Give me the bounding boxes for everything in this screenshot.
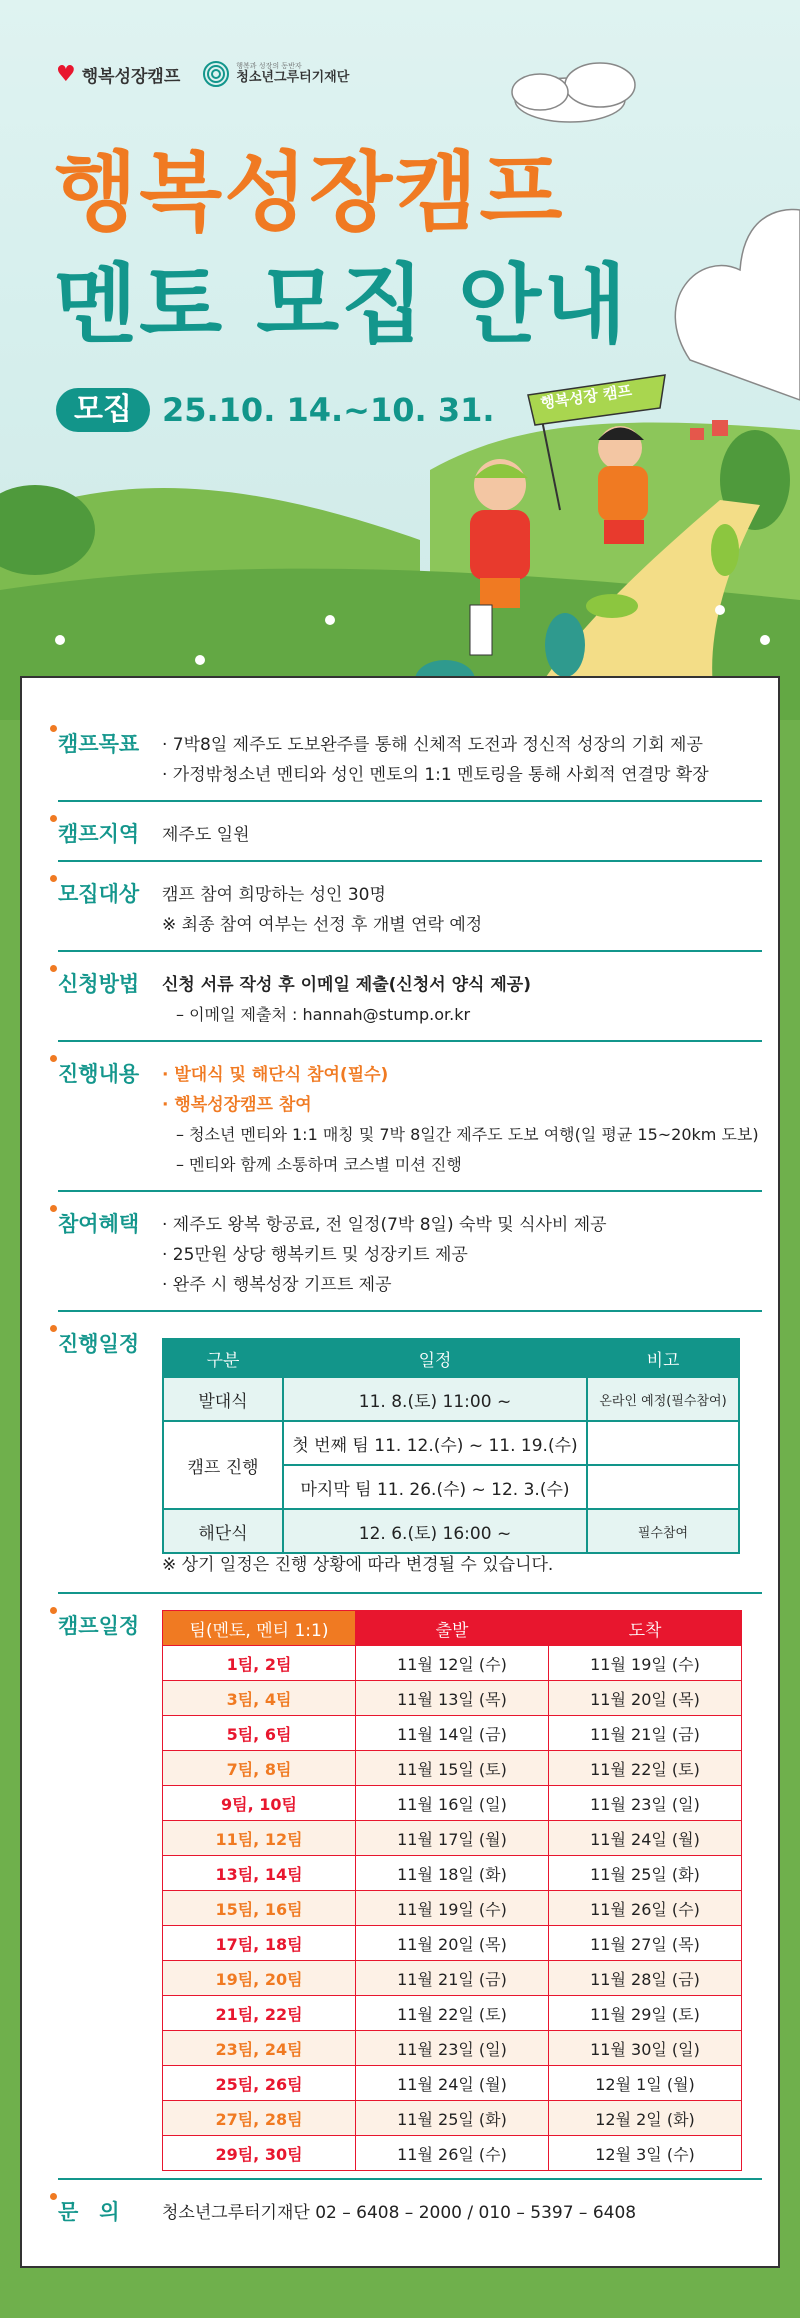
camp-cell-team: 23팀, 24팀 bbox=[163, 2031, 356, 2066]
cell: 첫 번째 팀 11. 12.(수) ~ 11. 19.(수) bbox=[283, 1421, 587, 1465]
divider bbox=[58, 2178, 762, 2180]
camp-cell-team: 21팀, 22팀 bbox=[163, 1996, 356, 2031]
content-sub: – 청소년 멘티와 1:1 매칭 및 7박 8일간 제주도 도보 여행(일 평균 15~20km 도보) bbox=[176, 1125, 759, 1144]
section-label: 신청방법 bbox=[58, 968, 139, 998]
camp-cell-depart: 11월 24일 (월) bbox=[356, 2066, 549, 2101]
camp-cell-team: 7팀, 8팀 bbox=[163, 1751, 356, 1786]
cell: 12. 6.(토) 16:00 ~ bbox=[283, 1509, 587, 1553]
camp-cell-arrive: 11월 30일 (일) bbox=[549, 2031, 742, 2066]
section-label: 문 의 bbox=[58, 2196, 120, 2226]
cell: 발대식 bbox=[163, 1377, 283, 1421]
section-label: 진행내용 bbox=[58, 1058, 139, 1088]
section-camp bbox=[58, 1610, 762, 2180]
table-row bbox=[163, 1716, 742, 1751]
camp-cell-team: 19팀, 20팀 bbox=[163, 1961, 356, 1996]
camp-cell-arrive: 12월 2일 (화) bbox=[549, 2101, 742, 2136]
apply-main: 신청 서류 작성 후 이메일 제출(신청서 양식 제공) bbox=[162, 975, 531, 995]
camp-cell-arrive: 11월 28일 (금) bbox=[549, 1961, 742, 1996]
section-apply bbox=[58, 968, 762, 1028]
camp-cell-team: 25팀, 26팀 bbox=[163, 2066, 356, 2101]
camp-cell-depart: 11월 17일 (월) bbox=[356, 1821, 549, 1856]
camp-cell-depart: 11월 22일 (토) bbox=[356, 1996, 549, 2031]
progress-note: ※ 상기 일정은 진행 상황에 따라 변경될 수 있습니다. bbox=[162, 1555, 554, 1575]
cell: 캠프 진행 bbox=[163, 1421, 283, 1509]
flag-text: 행복성장 캠프 bbox=[539, 381, 634, 413]
table-row bbox=[163, 1926, 742, 1961]
target-line: 캠프 참여 희망하는 성인 30명 bbox=[162, 885, 386, 905]
camp-cell-arrive: 11월 23일 (일) bbox=[549, 1786, 742, 1821]
content-line: · 행복성장캠프 참여 bbox=[162, 1095, 312, 1115]
section-label: 캠프일정 bbox=[58, 1610, 139, 1640]
table-row bbox=[163, 1751, 742, 1786]
section-content bbox=[58, 1058, 762, 1178]
divider bbox=[58, 860, 762, 862]
table-row bbox=[163, 2066, 742, 2101]
table-row bbox=[163, 1786, 742, 1821]
divider bbox=[58, 1592, 762, 1594]
camp-cell-depart: 11월 19일 (수) bbox=[356, 1891, 549, 1926]
camp-cell-arrive: 11월 25일 (화) bbox=[549, 1856, 742, 1891]
camp-cell-arrive: 11월 26일 (수) bbox=[549, 1891, 742, 1926]
camp-cell-arrive: 11월 22일 (토) bbox=[549, 1751, 742, 1786]
divider bbox=[58, 1040, 762, 1042]
camp-cell-arrive: 12월 3일 (수) bbox=[549, 2136, 742, 2171]
th-arrive: 도착 bbox=[549, 1611, 742, 1646]
section-progress bbox=[58, 1328, 762, 1578]
table-row bbox=[163, 2101, 742, 2136]
camp-cell-team: 5팀, 6팀 bbox=[163, 1716, 356, 1751]
camp-cell-depart: 11월 26일 (수) bbox=[356, 2136, 549, 2171]
benefit-line: · 제주도 왕복 항공료, 전 일정(7박 8일) 숙박 및 식사비 제공 bbox=[162, 1215, 607, 1235]
goal-line: · 가정밖청소년 멘티와 성인 멘토의 1:1 멘토링을 통해 사회적 연결망 확장 bbox=[162, 765, 709, 785]
happy-growth-camp-logo bbox=[56, 62, 180, 87]
section-label: 참여혜택 bbox=[58, 1208, 139, 1238]
camp-cell-arrive: 11월 29일 (토) bbox=[549, 1996, 742, 2031]
divider bbox=[58, 800, 762, 802]
apply-email: – 이메일 제출처 : hannah@stump.or.kr bbox=[176, 1005, 471, 1024]
section-label: 모집대상 bbox=[58, 878, 139, 908]
camp-cell-team: 9팀, 10팀 bbox=[163, 1786, 356, 1821]
recruit-dates: 25.10. 14.~10. 31. bbox=[161, 391, 495, 429]
camp-cell-depart: 11월 18일 (화) bbox=[356, 1856, 549, 1891]
progress-table bbox=[162, 1338, 740, 1554]
section-target bbox=[58, 878, 762, 938]
foundation-logo bbox=[202, 60, 349, 88]
region-text: 제주도 일원 bbox=[162, 825, 250, 845]
recruit-period bbox=[56, 388, 495, 432]
cell bbox=[587, 1465, 739, 1509]
table-row bbox=[163, 1646, 742, 1681]
camp-cell-arrive: 11월 20일 (목) bbox=[549, 1681, 742, 1716]
logo2-name: 청소년그루터기재단 bbox=[236, 69, 350, 85]
title-line-2: 멘토 모집 안내 bbox=[54, 255, 629, 355]
content-sub: – 멘티와 함께 소통하며 코스별 미션 진행 bbox=[176, 1155, 462, 1174]
table-row bbox=[163, 1961, 742, 1996]
logo1-text: 행복성장캠프 bbox=[81, 66, 181, 87]
camp-cell-team: 11팀, 12팀 bbox=[163, 1821, 356, 1856]
camp-table bbox=[162, 1610, 742, 2171]
cell: 온라인 예정(필수참여) bbox=[587, 1377, 739, 1421]
benefit-line: · 25만원 상당 행복키트 및 성장키트 제공 bbox=[162, 1245, 468, 1265]
heart-icon: ♥ bbox=[56, 61, 76, 87]
section-region bbox=[58, 818, 762, 848]
table-row bbox=[163, 1996, 742, 2031]
hero-banner bbox=[0, 0, 800, 720]
cell: 필수참여 bbox=[587, 1509, 739, 1553]
table-row bbox=[163, 1856, 742, 1891]
th-team: 팀(멘토, 멘티 1:1) bbox=[163, 1611, 356, 1646]
camp-cell-depart: 11월 25일 (화) bbox=[356, 2101, 549, 2136]
th-schedule: 일정 bbox=[283, 1339, 587, 1377]
recruit-pill: 모집 bbox=[56, 388, 150, 432]
section-goal bbox=[58, 728, 762, 788]
camp-cell-team: 17팀, 18팀 bbox=[163, 1926, 356, 1961]
hero-illustration bbox=[0, 0, 800, 720]
camp-cell-depart: 11월 13일 (목) bbox=[356, 1681, 549, 1716]
camp-cell-team: 13팀, 14팀 bbox=[163, 1856, 356, 1891]
section-label: 캠프목표 bbox=[58, 728, 139, 758]
divider bbox=[58, 1310, 762, 1312]
camp-cell-arrive: 11월 27일 (목) bbox=[549, 1926, 742, 1961]
divider bbox=[58, 950, 762, 952]
table-row bbox=[163, 2031, 742, 2066]
camp-cell-team: 29팀, 30팀 bbox=[163, 2136, 356, 2171]
contact-text: 청소년그루터기재단 02 – 6408 – 2000 / 010 – 5397 – 6408 bbox=[162, 2203, 637, 2223]
th-note: 비고 bbox=[587, 1339, 739, 1377]
target-line: ※ 최종 참여 여부는 선정 후 개별 연락 예정 bbox=[162, 915, 483, 935]
cell: 해단식 bbox=[163, 1509, 283, 1553]
camp-cell-team: 15팀, 16팀 bbox=[163, 1891, 356, 1926]
th-category: 구분 bbox=[163, 1339, 283, 1377]
section-contact bbox=[58, 2196, 762, 2226]
cell: 11. 8.(토) 11:00 ~ bbox=[283, 1377, 587, 1421]
camp-cell-team: 27팀, 28팀 bbox=[163, 2101, 356, 2136]
camp-cell-depart: 11월 12일 (수) bbox=[356, 1646, 549, 1681]
logo2-tagline: 행복과 성장의 동반자 bbox=[236, 62, 302, 70]
divider bbox=[58, 1190, 762, 1192]
camp-cell-team: 1팀, 2팀 bbox=[163, 1646, 356, 1681]
content-line: · 발대식 및 해단식 참여(필수) bbox=[162, 1065, 389, 1085]
camp-cell-depart: 11월 23일 (일) bbox=[356, 2031, 549, 2066]
table-row bbox=[163, 1681, 742, 1716]
spiral-icon bbox=[202, 60, 230, 88]
camp-cell-arrive: 12월 1일 (월) bbox=[549, 2066, 742, 2101]
camp-cell-depart: 11월 16일 (일) bbox=[356, 1786, 549, 1821]
info-card bbox=[20, 676, 780, 2268]
table-row bbox=[163, 1891, 742, 1926]
cell: 마지막 팀 11. 26.(수) ~ 12. 3.(수) bbox=[283, 1465, 587, 1509]
cell bbox=[587, 1421, 739, 1465]
camp-cell-depart: 11월 14일 (금) bbox=[356, 1716, 549, 1751]
camp-cell-depart: 11월 21일 (금) bbox=[356, 1961, 549, 1996]
table-row bbox=[163, 2136, 742, 2171]
camp-cell-arrive: 11월 21일 (금) bbox=[549, 1716, 742, 1751]
benefit-line: · 완주 시 행복성장 기프트 제공 bbox=[162, 1275, 392, 1295]
camp-cell-depart: 11월 20일 (목) bbox=[356, 1926, 549, 1961]
camp-cell-arrive: 11월 24일 (월) bbox=[549, 1821, 742, 1856]
section-label: 진행일정 bbox=[58, 1328, 139, 1358]
th-depart: 출발 bbox=[356, 1611, 549, 1646]
camp-cell-team: 3팀, 4팀 bbox=[163, 1681, 356, 1716]
camp-cell-depart: 11월 15일 (토) bbox=[356, 1751, 549, 1786]
goal-line: · 7박8일 제주도 도보완주를 통해 신체적 도전과 정신적 성장의 기회 제공 bbox=[162, 735, 703, 755]
table-row bbox=[163, 1821, 742, 1856]
camp-cell-arrive: 11월 19일 (수) bbox=[549, 1646, 742, 1681]
section-label: 캠프지역 bbox=[58, 818, 139, 848]
section-benefit bbox=[58, 1208, 762, 1298]
title-line-1: 행복성장캠프 bbox=[54, 143, 565, 243]
